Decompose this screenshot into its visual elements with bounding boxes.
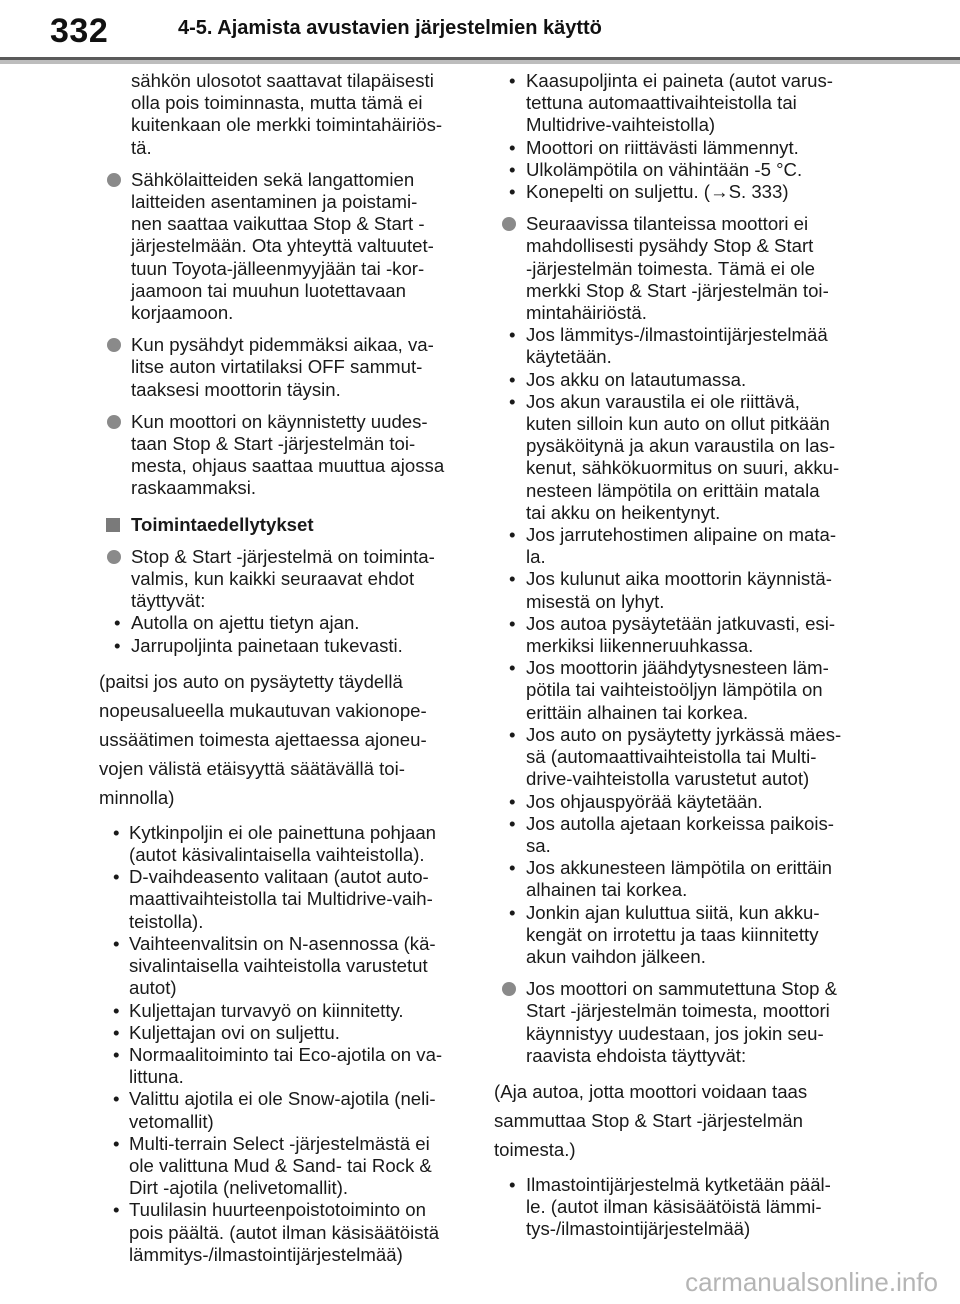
text-line: (Aja autoa, jotta moottori voidaan taas [494,1080,808,1102]
text-line: korjaamoon. [131,302,234,324]
text-line: Dirt -ajotila (nelivetomallit). [129,1177,349,1199]
text-line: Kuljettajan turvavyö on kiinnitetty. [129,999,404,1021]
list-item [494,159,862,181]
text-line: kuten silloin kun auto on ollut pitkään [526,413,830,435]
text-line: maattivaihteistolla tai Multidrive-vaih- [129,888,433,910]
text-line: Jos autoa pysäytetään jatkuvasti, esi- [526,612,836,634]
bullet-paragraph [99,169,467,324]
text-line: Jarrupoljinta painetaan tukevasti. [131,634,403,656]
bullet-marker: • [113,1088,120,1110]
bullet-marker: • [509,812,516,834]
text-line: D-vaihdeasento valitaan (autot auto- [129,866,429,888]
text-line: autot) [129,977,177,999]
text-line: Stop & Start -järjestelmä on toiminta- [131,545,435,567]
text-line: Kun pysähdyt pidemmäksi aikaa, va- [131,334,434,356]
bullet-marker: • [113,1199,120,1221]
bullet-marker: • [509,1173,516,1195]
list-item [494,902,862,969]
text-line: taaksesi moottorin täysin. [131,378,341,400]
text-line: Start -järjestelmän toimesta, moottori [526,1000,830,1022]
bullet-marker: • [509,158,516,180]
text-line: merkki Stop & Start -järjestelmän toi- [526,279,829,301]
text-line: Ilmastointijärjestelmä kytketään pääl- [526,1173,831,1195]
text-line: tettuna automaattivaihteistolla tai [526,92,797,114]
text-line: nopeusalueella mukautuvan vakionope- [99,699,427,721]
text-line: merkiksi liikenneruuhkassa. [526,635,754,657]
square-bullet-icon [106,518,120,532]
list-item [494,137,862,159]
bullet-marker: • [114,612,121,634]
circle-bullet-icon [502,217,516,231]
bullet-marker: • [509,857,516,879]
bullet-paragraph [494,978,862,1067]
circle-bullet-icon [502,982,516,996]
list-item [99,1022,467,1044]
text-line: Jos moottori on sammutettuna Stop & [526,978,838,1000]
bullet-marker: • [509,657,516,679]
bullet-marker: • [113,1021,120,1043]
text-line: -järjestelmän toimesta. Tämä ei ole [526,257,816,279]
text-line: Seuraavissa tilanteissa moottori ei [526,213,809,235]
text-line: Ulkolämpötila on vähintään -5 °C. [526,158,803,180]
bullet-marker: • [509,136,516,158]
text-line: (paitsi jos auto on pysäytetty täydellä [99,670,403,692]
text-line: misestä on lyhyt. [526,590,665,612]
list-item [494,391,862,524]
list-item [99,866,467,933]
condition-list [494,70,862,203]
text-line: valmis, kun kaikki seuraavat ehdot [131,568,415,590]
condition-list [494,324,862,968]
text-line: Sähkölaitteiden sekä langattomien [131,168,415,190]
text-line: littuna. [129,1066,184,1088]
condition-list [99,612,467,656]
text-line: sivalintaisella vaihteistolla varustetut [129,955,428,977]
bullet-marker: • [509,901,516,923]
text-line: raskaammaksi. [131,477,257,499]
text-line: akun vaihdon jälkeen. [526,945,706,967]
text-line: Konepelti on suljettu. (→S. 333) [526,181,789,203]
left-column [99,70,467,1276]
text-line: Jos lämmitys-/ilmastointijärjestelmää [526,324,828,346]
circle-bullet-icon [107,338,121,352]
circle-bullet-icon [107,550,121,564]
condition-list [99,822,467,1266]
text-line: Moottori on riittävästi lämmennyt. [526,136,799,158]
text-line: Kuljettajan ovi on suljettu. [129,1021,340,1043]
list-item [494,181,862,203]
bullet-marker: • [509,324,516,346]
text-line: lämmitys-/ilmastointijärjestelmää) [129,1243,403,1265]
text-line: sä (automaattivaihteistolla tai Multi- [526,746,817,768]
bullet-marker: • [509,368,516,390]
bullet-marker: • [509,70,516,91]
text-line: tys-/ilmastointijärjestelmää) [526,1218,751,1240]
text-line: pötila tai vaihteistoöljyn lämpötila on [526,679,823,701]
list-item [494,524,862,568]
page-number: 332 [50,12,109,50]
list-item [99,1044,467,1088]
text-line: le. (autot ilman käsisäätöistä lämmi- [526,1196,822,1218]
text-line: Jos akkunesteen lämpötila on erittäin [526,857,832,879]
bullet-marker: • [113,932,120,954]
list-item [99,612,467,634]
list-item [99,1088,467,1132]
text-line: Jos autolla ajetaan korkeissa paikois- [526,812,834,834]
text-line: sammuttaa Stop & Start -järjestelmän [494,1109,803,1131]
bullet-paragraph [494,213,862,324]
text-line: alhainen tai korkea. [526,879,688,901]
list-item [494,791,862,813]
text-line: Valittu ajotila ei ole Snow-ajotila (neli- [129,1088,436,1110]
bullet-marker: • [114,634,121,656]
text-line: Jos auto on pysäytetty jyrkässä mäes- [526,723,842,745]
text-line: Jos akku on latautumassa. [526,368,747,390]
text-line: sähkön ulosotot saattavat tilapäisesti [131,70,434,91]
condition-list [494,1174,862,1241]
bullet-marker: • [113,821,120,843]
list-item [494,568,862,612]
text-line: Jos jarrutehostimen alipaine on mata- [526,524,837,546]
list-item [494,857,862,901]
text-line: käynnistyy uudestaan, jos jokin seu- [526,1022,824,1044]
text-line: vojen välistä etäisyyttä säätävällä toi- [99,757,405,779]
bullet-marker: • [509,790,516,812]
heading-text: Toimintaedellytykset [131,513,314,535]
text-line: Vaihteenvalitsin on N-asennossa (kä- [129,932,436,954]
bullet-marker: • [113,866,120,888]
text-line: Jonkin ajan kuluttua siitä, kun akku- [526,901,820,923]
list-item [99,1000,467,1022]
text-line: mahdollisesti pysähdy Stop & Start [526,235,814,257]
text-line: laitteiden asentaminen ja poistami- [131,191,418,213]
section-title: 4-5. Ajamista avustavien järjestelmien käyttö [178,17,602,39]
text-line: nesteen lämpötila on erittäin matala [526,479,820,501]
paragraph [494,1077,862,1164]
text-line: Normaalitoiminto tai Eco-ajotila on va- [129,1043,443,1065]
text-line: kengät on irrotettu ja taas kiinnitetty [526,923,819,945]
list-item [494,1174,862,1241]
text-line: la. [526,546,546,568]
bullet-marker: • [509,524,516,546]
text-line: minnolla) [99,786,175,808]
circle-bullet-icon [107,173,121,187]
continued-text [99,70,467,159]
text-line: Multidrive-vaihteistolla) [526,114,716,136]
section-heading [99,514,467,536]
header-rule-shadow [0,60,960,64]
text-line: Kytkinpoljin ei ole painettuna pohjaan [129,821,437,843]
watermark: carmanualsonline.info [685,1267,938,1297]
text-line: Jos moottorin jäähdytysnesteen läm- [526,657,829,679]
list-item [99,822,467,866]
text-line: tä. [131,136,152,158]
text-line: pysäköitynä ja akun varaustila on las- [526,435,836,457]
text-line: käytetään. [526,346,612,368]
list-item [494,613,862,657]
text-line: vetomallit) [129,1110,214,1132]
right-column [494,70,862,1251]
text-line: Kun moottori on käynnistetty uudes- [131,410,428,432]
list-item [494,70,862,137]
text-line: toimesta.) [494,1138,576,1160]
list-item [99,933,467,1000]
text-line: sa. [526,834,551,856]
bullet-marker: • [509,723,516,745]
text-line: taan Stop & Start -järjestelmän toi- [131,433,416,455]
text-line: Autolla on ajettu tietyn ajan. [131,612,360,634]
text-line: litse auton virtatilaksi OFF sammut- [131,356,423,378]
text-line: ole valittuna Mud & Sand- tai Rock & [129,1154,432,1176]
bullet-marker: • [113,1132,120,1154]
list-item [99,1199,467,1266]
list-item [494,369,862,391]
bullet-marker: • [509,568,516,590]
list-item [494,813,862,857]
list-item [494,324,862,368]
bullet-marker: • [509,612,516,634]
text-line: Multi-terrain Select -järjestelmästä ei [129,1132,430,1154]
text-line: Jos kulunut aika moottorin käynnistä- [526,568,832,590]
bullet-paragraph [99,546,467,613]
text-line: pois päältä. (autot ilman käsisäätöistä [129,1221,440,1243]
text-line: drive-vaihteistolla varustetut autot) [526,768,810,790]
text-line: mesta, ohjaus saattaa muuttua ajossa [131,455,445,477]
text-line: kuitenkaan ole merkki toimintahäiriös- [131,114,443,136]
text-line: kenut, sähkökuormitus on suuri, akku- [526,457,840,479]
text-line: järjestelmään. Ota yhteyttä valtuutet- [131,235,434,257]
text-line: tuun Toyota-jälleenmyyjään tai -kor- [131,257,425,279]
bullet-marker: • [113,999,120,1021]
text-line: Kaasupoljinta ei paineta (autot varus- [526,70,833,91]
bullet-marker: • [113,1043,120,1065]
text-line: Jos akun varaustila ei ole riittävä, [526,390,800,412]
bullet-paragraph [99,334,467,401]
text-line: (autot käsivalintaisella vaihteistolla). [129,844,425,866]
text-line: Tuulilasin huurteenpoistotoiminto on [129,1199,426,1221]
text-line: teistolla). [129,910,204,932]
page-header [0,0,960,60]
text-line: olla pois toiminnasta, mutta tämä ei [131,92,423,114]
bullet-marker: • [509,181,516,203]
text-line: erittäin alhainen tai korkea. [526,701,749,723]
text-line: jaamoon tai muuhun luotettavaan [131,279,406,301]
list-item [99,1133,467,1200]
text-line: täyttyvät: [131,590,206,612]
list-item [494,657,862,724]
paragraph [99,667,467,812]
list-item [494,724,862,791]
circle-bullet-icon [107,415,121,429]
bullet-marker: • [509,390,516,412]
bullet-paragraph [99,411,467,500]
text-line: ussäätimen toimesta ajettaessa ajoneu- [99,728,427,750]
list-item [99,635,467,657]
text-line: nen saattaa vaikuttaa Stop & Start - [131,213,425,235]
text-line: tai akku on heikentynyt. [526,501,721,523]
text-line: raavista ehdoista täyttyvät: [526,1044,747,1066]
text-line: Jos ohjauspyörää käytetään. [526,790,763,812]
text-line: mintahäiriöstä. [526,302,647,324]
